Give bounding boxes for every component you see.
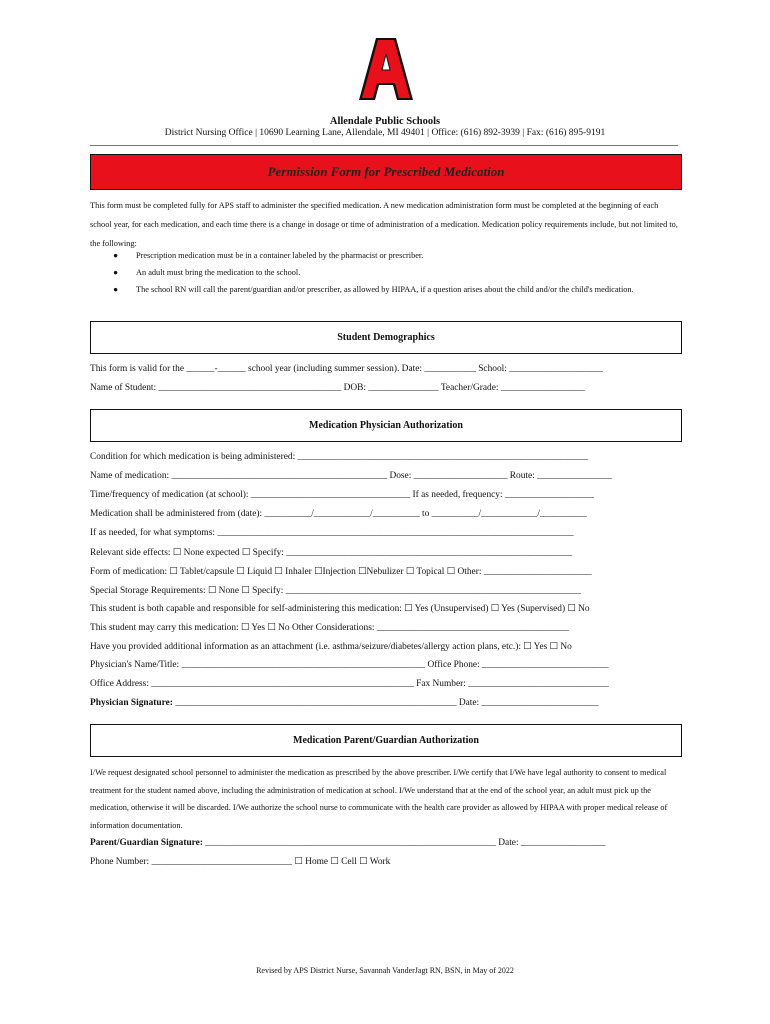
school-logo <box>358 36 414 102</box>
bullet-item: The school RN will call the parent/guardian and/or prescriber, as allowed by HIPAA, if a question arises about the child and/or the child's medication. <box>136 285 634 294</box>
carry-medication-line[interactable]: This student may carry this medication: ☐ Yes ☐ No Other Considerations: _________________________________________ <box>90 623 570 633</box>
section-title: Medication Physician Authorization <box>309 420 463 431</box>
condition-line[interactable]: Condition for which medication is being administered: ______________________________________________________________ <box>90 452 589 462</box>
student-name-line[interactable]: Name of Student: _______________________________________ DOB: _______________ Teacher/Grade: __________________ <box>90 383 586 393</box>
intro-paragraph: This form must be completed fully for APS staff to administer the specified medication. A new medication administration form must be completed at the beginning of each school year, for each medication, and each time there is a change in dosage or time of administration of a medication. Medication policy requirements include, but not limited to, the following: <box>90 201 678 248</box>
valid-year-line[interactable]: This form is valid for the ______-______ school year (including summer session). Date: ___________ School: ____________________ <box>90 364 603 374</box>
attachment-line[interactable]: Have you provided additional information as an attachment (i.e. asthma/seizure/diabetes/allergy action plans, etc.): ☐ Yes ☐ No <box>90 642 572 652</box>
section-heading-demographics <box>90 321 682 354</box>
physician-signature-line[interactable] <box>90 698 680 708</box>
bullet-item: An adult must bring the medication to the school. <box>136 268 301 277</box>
date-range-line[interactable]: Medication shall be administered from (date): __________/____________/__________ to __________/____________/__________ <box>90 509 587 519</box>
medication-name-line[interactable]: Name of medication: ______________________________________________ Dose: ____________________ Route: ________________ <box>90 471 613 481</box>
section-title: Student Demographics <box>337 332 435 343</box>
time-frequency-line[interactable]: Time/frequency of medication (at school): __________________________________ If as needed, frequency: ___________________ <box>90 490 594 500</box>
section-title: Medication Parent/Guardian Authorization <box>293 735 479 746</box>
bullet-icon: ● <box>113 251 119 260</box>
school-address: District Nursing Office | 10690 Learning Lane, Allendale, MI 49401 | Office: (616) 892-3939 | Fax: (616) 895-9191 <box>164 128 606 138</box>
bullet-icon: ● <box>113 268 119 277</box>
storage-line[interactable]: Special Storage Requirements: ☐ None ☐ Specify: _______________________________________________________________ <box>90 586 581 596</box>
school-name: Allendale Public Schools <box>329 116 441 127</box>
physician-name-line[interactable]: Physician's Name/Title: ____________________________________________________ Office Phone: ___________________________ <box>90 660 609 670</box>
office-address-line[interactable]: Office Address: ________________________________________________________ Fax Number: ______________________________ <box>90 679 609 689</box>
section-heading-parent <box>90 724 682 757</box>
phone-number-line[interactable]: Phone Number: ______________________________ ☐ Home ☐ Cell ☐ Work <box>90 857 391 867</box>
bullet-item: Prescription medication must be in a container labeled by the pharmacist or prescriber. <box>136 251 424 260</box>
form-title-bar <box>90 154 682 190</box>
side-effects-line[interactable]: Relevant side effects: ☐ None expected ☐ Specify: _____________________________________________________________ <box>90 548 573 558</box>
form-title: Permission Form for Prescribed Medication <box>267 164 505 179</box>
header-divider <box>90 145 678 146</box>
bullet-icon: ● <box>113 285 119 294</box>
symptoms-line[interactable]: If as needed, for what symptoms: ____________________________________________________________________________ <box>90 528 574 538</box>
physician-signature-field[interactable]: ____________________________________________________________ Date: _________________________ <box>172 698 599 708</box>
physician-signature-label: Physician Signature: <box>90 698 173 708</box>
parent-signature-field[interactable]: ______________________________________________________________ Date: __________________ <box>202 838 606 848</box>
parent-signature-line[interactable] <box>90 838 680 848</box>
parent-signature-label: Parent/Guardian Signature: <box>90 838 203 848</box>
parent-paragraph: I/We request designated school personnel to administer the medication as prescribed by the above prescriber. I/We certify that I/We have legal authority to consent to medical treatment for the student named above, including the administration of medication at school. I/We understand that at the end of the school year, an adult must pick up the medication, otherwise it will be discarded. I/We authorize the school nurse to communicate with the health care provider as allowed by HIPAA with proper medical release of information documentation. <box>90 768 668 830</box>
revision-footer: Revised by APS District Nurse, Savannah VanderJagt RN, BSN, in May of 2022 <box>256 966 514 975</box>
form-of-medication-line[interactable]: Form of medication: ☐ Tablet/capsule ☐ Liquid ☐ Inhaler ☐Injection ☐Nebulizer ☐ Topical ☐ Other: _______________________ <box>90 567 592 577</box>
section-heading-physician <box>90 409 682 442</box>
self-administer-line[interactable]: This student is both capable and responsible for self-administering this medication: ☐ Yes (Unsupervised) ☐ Yes (Supervised) ☐ No <box>90 604 590 614</box>
